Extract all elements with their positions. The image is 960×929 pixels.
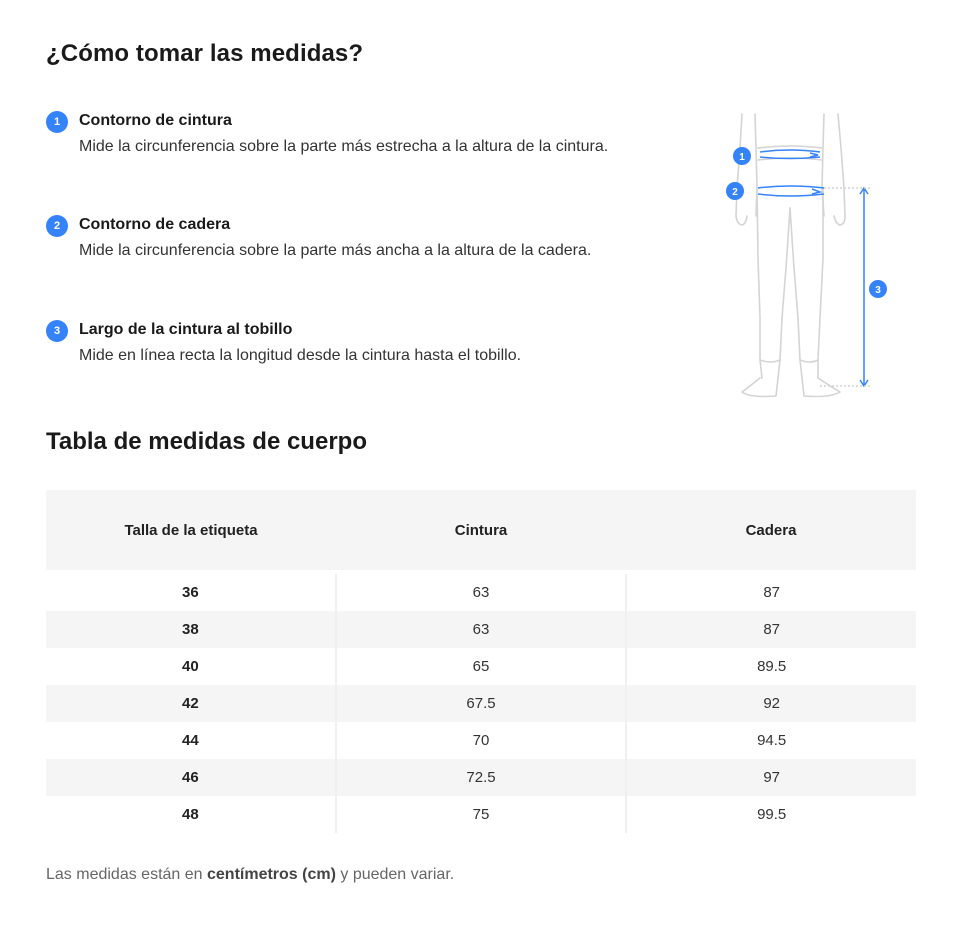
table-header (46, 490, 916, 570)
step-number-badge: 2 (46, 215, 68, 237)
table-row (46, 611, 916, 648)
step-description: Mide la circunferencia sobre la parte más estrecha a la altura de la cintura. (79, 138, 609, 155)
waist-cell: 63 (335, 574, 626, 611)
marker-2-label: 2 (732, 187, 738, 198)
table-title: Tabla de medidas de cuerpo (46, 428, 367, 455)
column-header-hip: Cadera (745, 521, 797, 539)
size-cell: 46 (181, 769, 199, 786)
page-title: ¿Cómo tomar las medidas? (46, 40, 364, 67)
waist-cell: 65 (335, 648, 626, 685)
marker-1-label: 1 (739, 152, 745, 163)
table-row (46, 648, 916, 685)
table-row (46, 722, 916, 759)
size-cell: 42 (181, 695, 199, 712)
units-footnote (46, 866, 454, 884)
step-description: Mide en línea recta la longitud desde la cintura hasta el tobillo. (79, 347, 522, 364)
waist-cell: 75 (335, 796, 626, 833)
step-description: Mide la circunferencia sobre la parte más ancha a la altura de la cadera. (79, 242, 592, 259)
hip-cell: 99.5 (625, 796, 916, 833)
step-number-badge: 3 (46, 320, 68, 342)
step-hip (46, 214, 619, 261)
column-header-waist: Cintura (454, 521, 508, 539)
hip-cell: 97 (625, 759, 916, 796)
hip-cell: 87 (625, 574, 916, 611)
size-table (46, 490, 916, 833)
hip-cell: 92 (625, 685, 916, 722)
body-measurement-illustration (720, 108, 900, 403)
table-row (46, 796, 916, 833)
waist-cell: 63 (335, 611, 626, 648)
marker-icons (726, 147, 887, 298)
size-cell: 36 (181, 584, 199, 601)
footnote-suffix: y pueden variar. (335, 866, 455, 883)
hip-cell: 89.5 (625, 648, 916, 685)
step-waist (46, 110, 639, 157)
column-header-size: Talla de la etiqueta (124, 521, 258, 539)
table-row (46, 685, 916, 722)
size-cell: 48 (181, 806, 199, 823)
size-cell: 38 (181, 621, 199, 638)
footnote-unit: centímetros (cm) (207, 866, 336, 883)
waist-cell: 70 (335, 722, 626, 759)
hip-cell: 87 (625, 611, 916, 648)
step-title: Contorno de cintura (79, 112, 232, 129)
hip-cell: 94.5 (625, 722, 916, 759)
step-number-badge: 1 (46, 111, 68, 133)
size-cell: 44 (181, 732, 199, 749)
waist-cell: 72.5 (335, 759, 626, 796)
table-body (46, 570, 916, 833)
footnote-prefix: Las medidas están en (46, 866, 207, 883)
step-title: Contorno de cadera (79, 216, 231, 233)
table-row (46, 574, 916, 611)
step-title: Largo de la cintura al tobillo (79, 321, 293, 338)
size-cell: 40 (181, 658, 199, 675)
step-length (46, 319, 659, 366)
waist-cell: 67.5 (335, 685, 626, 722)
marker-3-label: 3 (875, 285, 881, 296)
table-row (46, 759, 916, 796)
